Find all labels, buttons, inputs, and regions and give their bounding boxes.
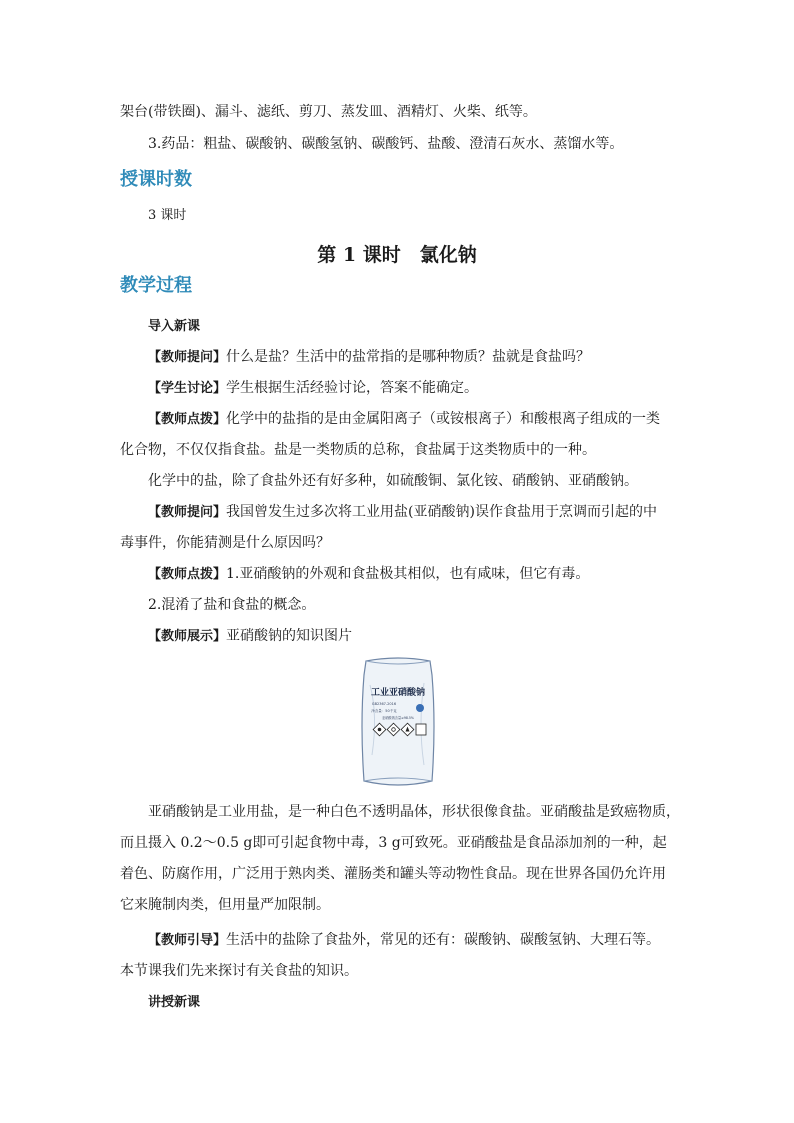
paragraph-teacher-question-1 <box>148 347 708 368</box>
paragraph-text: 我国曾发生过多次将工业用盐(亚硝酸钠)误作食盐用于烹调而引起的中 <box>226 504 657 520</box>
paragraph-nitrite-line-4: 它来腌制肉类，但用量严加限制。 <box>120 897 330 913</box>
paragraph-nitrite-line-2: 而且摄入 0.2～0.5 g即可引起食物中毒，3 g可致死。亚硝酸盐是食品添加剂的一种，起 <box>120 835 667 851</box>
paragraph-continuation: 毒事件，你能猜测是什么原因吗？ <box>120 535 330 551</box>
paragraph-continuation: 本节课我们先来探讨有关食盐的知识。 <box>120 963 358 979</box>
bag-code-text: GB2367-2016 <box>371 702 397 706</box>
paragraph-student-discussion <box>148 378 708 399</box>
paragraph-teacher-guidance-2 <box>148 564 708 585</box>
paragraph-text: 什么是盐？生活中的盐常指的是哪种物质？盐就是食盐吗？ <box>226 349 591 365</box>
bag-weight-text: 净含量：50千克 <box>371 709 397 713</box>
hours-value: 3 课时 <box>148 208 187 223</box>
tag-teacher-guidance: 【教师点拨】 <box>148 567 227 582</box>
bag-purity-text: 亚硝酸钠含量≥98.5% <box>382 716 414 720</box>
paragraph-teacher-guidance-1 <box>148 409 708 430</box>
new-lesson-label-text: 讲授新课 <box>148 995 201 1010</box>
intro-label <box>148 316 708 337</box>
paragraph-text: 生活中的盐除了食盐外，常见的还有：碳酸钠、碳酸氢钠、大理石等。 <box>226 932 661 948</box>
equipment-line: 架台(带铁圈)、漏斗、滤纸、剪刀、蒸发皿、酒精灯、火柴、纸等。 <box>120 104 537 120</box>
paragraph-salts-list: 化学中的盐，除了食盐外还有好多种，如硫酸铜、氯化铵、硝酸钠、亚硝酸钠。 <box>148 473 638 489</box>
bag-label-text: 工业亚硝酸钠 <box>370 688 426 698</box>
paragraph-teacher-lead <box>148 930 708 951</box>
paragraph-point-2: 2.混淆了盐和食盐的概念。 <box>148 597 316 613</box>
paragraph-text: 亚硝酸钠的知识图片 <box>226 628 353 644</box>
paragraph-nitrite-line-1: 亚硝酸钠是工业用盐，是一种白色不透明晶体，形状很像食盐。亚硝酸盐是致癌物质， <box>148 804 680 820</box>
paragraph-text: 化学中的盐指的是由金属阳离子（或铵根离子）和酸根离子组成的一类 <box>226 411 661 427</box>
tag-teacher-question: 【教师提问】 <box>148 505 227 520</box>
intro-label-text: 导入新课 <box>148 319 201 334</box>
paragraph-continuation: 化合物，不仅仅指食盐。盐是一类物质的总称，食盐属于这类物质中的一种。 <box>120 442 596 458</box>
paragraph-text: 学生根据生活经验讨论，答案不能确定。 <box>226 380 479 396</box>
tag-teacher-question: 【教师提问】 <box>148 350 227 365</box>
tag-student-discussion: 【学生讨论】 <box>148 381 227 396</box>
heading-teaching-hours: 授课时数 <box>120 169 192 190</box>
drugs-line: 3.药品：粗盐、碳酸钠、碳酸氢钠、碳酸钙、盐酸、澄清石灰水、蒸馏水等。 <box>148 136 624 152</box>
paragraph-teacher-display <box>148 626 708 647</box>
paragraph-teacher-question-2 <box>148 502 708 523</box>
sodium-nitrite-bag-image <box>358 655 438 791</box>
paragraph-text: 1.亚硝酸钠的外观和食盐极其相似，也有咸味，但它有毒。 <box>226 566 590 582</box>
tag-teacher-display: 【教师展示】 <box>148 629 227 644</box>
heading-teaching-process: 教学过程 <box>120 275 192 296</box>
tag-teacher-guidance: 【教师点拨】 <box>148 412 227 427</box>
new-lesson-label <box>148 992 708 1013</box>
lesson-title: 第 1 课时 氯化钠 <box>317 244 477 266</box>
paragraph-nitrite-line-3: 着色、防腐作用，广泛用于熟肉类、灌肠类和罐头等动物性食品。现在世界各国仍允许用 <box>120 866 666 882</box>
tag-teacher-lead: 【教师引导】 <box>148 933 227 948</box>
quality-mark-icon <box>416 704 424 712</box>
